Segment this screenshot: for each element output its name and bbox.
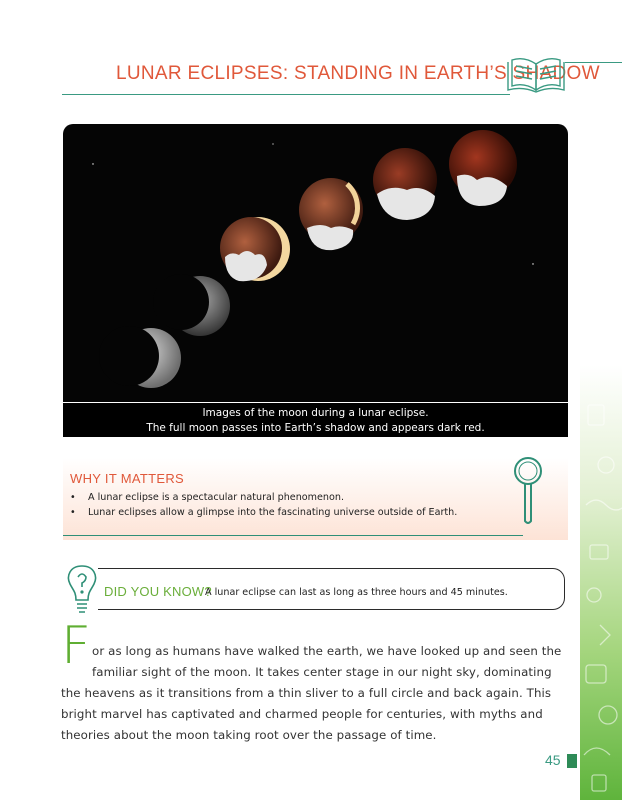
decorative-side-strip — [580, 365, 622, 800]
why-it-matters-list — [70, 490, 457, 520]
paragraph-line-4: bright marvel has captivated and charmed people for centuries, with myths and — [61, 707, 543, 721]
paragraph-line-1: or as long as humans have walked the earth, we have looked up and seen the — [92, 644, 562, 658]
page-title: LUNAR ECLIPSES: STANDING IN EARTH’S SHADOW — [116, 63, 600, 84]
caption-line-2: The full moon passes into Earth’s shadow and appears dark red. — [146, 422, 485, 434]
did-you-know-text: A lunar eclipse can last as long as three hours and 45 minutes. — [205, 587, 508, 598]
why-it-matters-box — [63, 458, 568, 540]
page-number-marker — [567, 754, 577, 768]
did-you-know-title: DID YOU KNOW? — [104, 584, 212, 599]
photo-caption — [63, 402, 568, 437]
magnifying-glass-icon — [508, 453, 548, 533]
caption-line-1: Images of the moon during a lunar eclipse. — [202, 407, 429, 419]
lightbulb-icon — [62, 562, 102, 618]
open-book-icon — [500, 52, 572, 100]
why-it-matters-title: WHY IT MATTERS — [70, 471, 184, 486]
list-item: • A lunar eclipse is a spectacular natural phenomenon. — [70, 490, 457, 505]
paragraph-line-5: theories about the moon taking root over the passage of time. — [61, 728, 437, 742]
lunar-eclipse-photo — [63, 124, 568, 437]
paragraph-line-3: the heavens as it transitions from a thin sliver to a full circle and back again. This — [61, 686, 552, 700]
moon-phases-image — [63, 124, 568, 404]
why-it-matters-rule — [63, 535, 523, 536]
top-right-line — [565, 62, 622, 63]
header-rule — [62, 94, 510, 95]
drop-cap: F — [61, 616, 91, 676]
list-item: • Lunar eclipses allow a glimpse into the fascinating universe outside of Earth. — [70, 505, 457, 520]
paragraph-line-2: familiar sight of the moon. It takes center stage in our night sky, dominating — [92, 665, 552, 679]
doodle-pattern-icon — [580, 365, 622, 800]
page-number: 45 — [545, 752, 561, 768]
